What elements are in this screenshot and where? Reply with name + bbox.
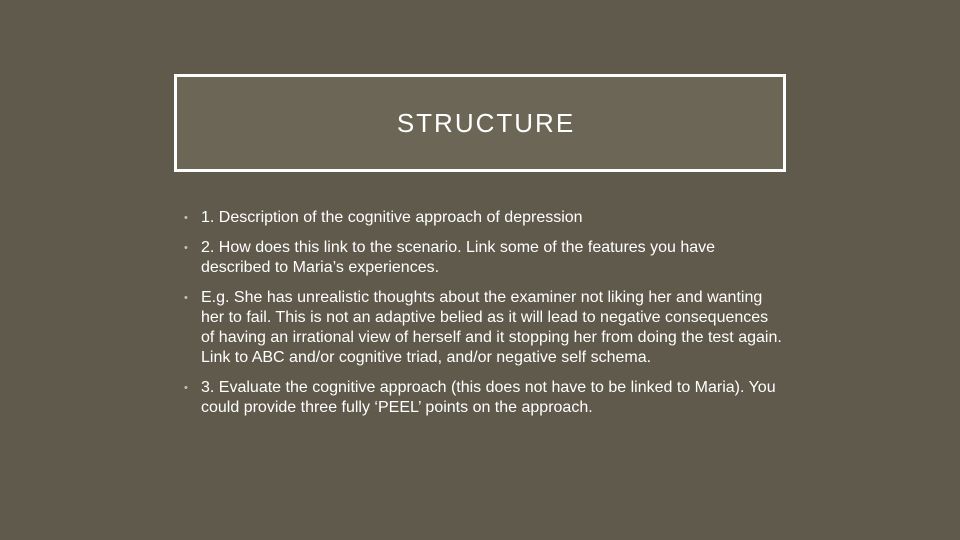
bullet-icon: • [184,242,188,254]
bullet-item [184,378,784,418]
bullet-item [184,238,784,278]
bullet-text: 1. Description of the cognitive approach of depression [201,209,583,226]
bullet-icon: • [184,382,188,394]
bullet-icon: • [184,212,188,224]
title-box [174,74,786,172]
bullet-item [184,288,784,368]
slide-title: STRUCTURE [396,107,576,138]
bullet-list [184,208,784,428]
bullet-text: 3. Evaluate the cognitive approach (this does not have to be linked to Maria). You could provide three fully ‘PEEL’ points on the approach. [201,379,776,416]
bullet-text: 2. How does this link to the scenario. Link some of the features you have described to Maria’s experiences. [201,239,716,276]
bullet-text: E.g. She has unrealistic thoughts about the examiner not liking her and wanting her to fail. This is not an adaptive belied as it will lead to negative consequences of having an irrational view of herself and it stopping her from doing the test again. Link to ABC and/or cognitive triad, and/or negative self schema. [201,289,782,366]
bullet-item [184,208,784,228]
bullet-icon: • [184,292,188,304]
